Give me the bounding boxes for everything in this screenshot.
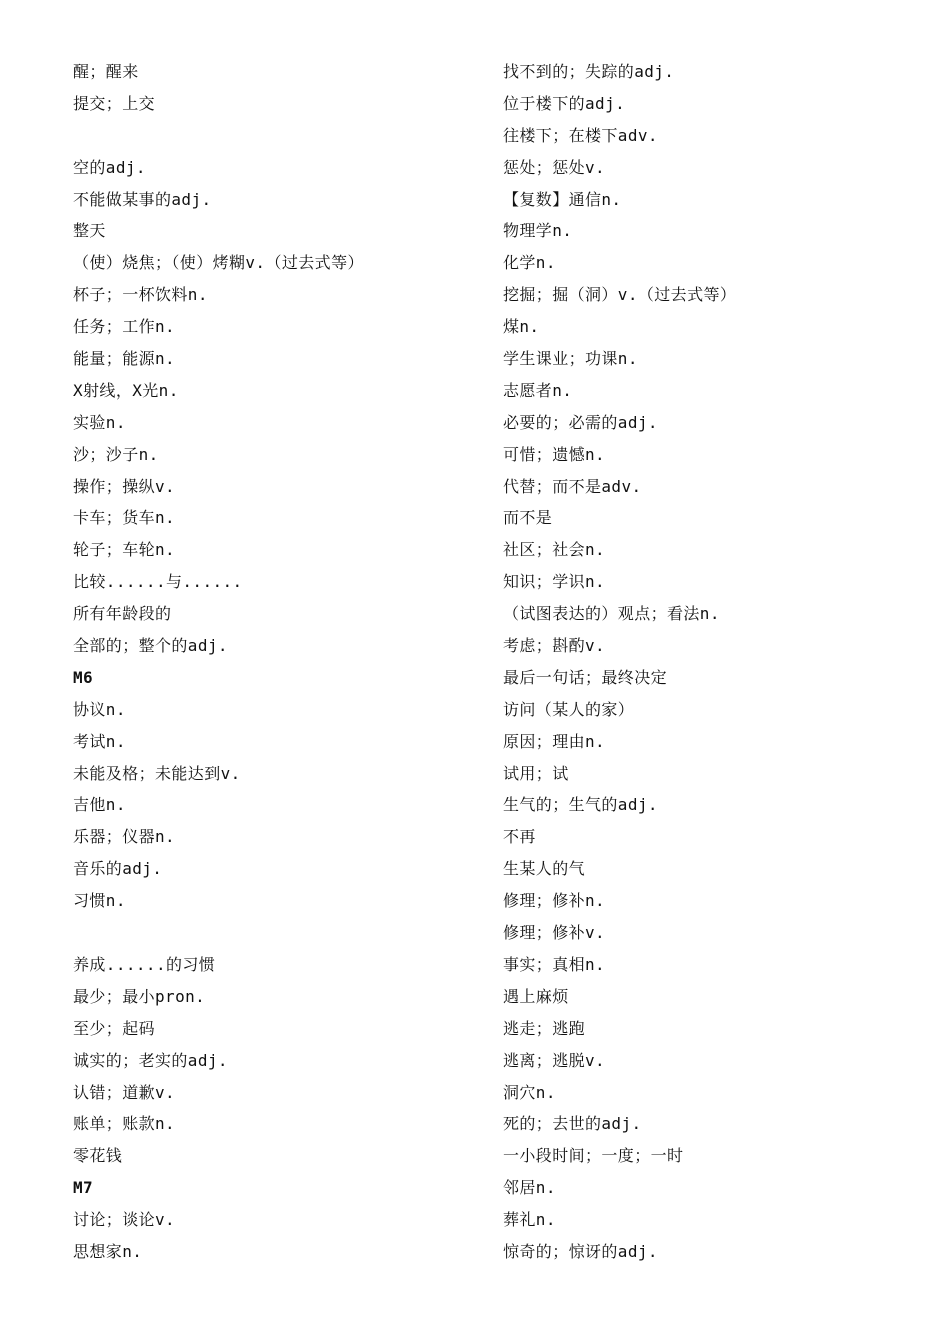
vocabulary-entry: 零花钱 bbox=[73, 1146, 123, 1166]
vocabulary-entry: 不再 bbox=[503, 827, 536, 847]
vocabulary-entry: 修理；修补n. bbox=[503, 891, 606, 911]
vocabulary-entry: 而不是 bbox=[503, 508, 553, 528]
vocabulary-entry: 诚实的；老实的adj. bbox=[73, 1050, 228, 1070]
vocabulary-entry: 往楼下；在楼下adv. bbox=[503, 125, 658, 145]
vocabulary-entry: 逃走；逃跑 bbox=[503, 1018, 586, 1038]
vocabulary-entry: 提交；上交 bbox=[73, 93, 156, 113]
vocabulary-entry: 遇上麻烦 bbox=[503, 986, 569, 1006]
vocabulary-entry: 死的；去世的adj. bbox=[503, 1114, 642, 1134]
vocabulary-entry: （使）烧焦；（使）烤糊v.（过去式等） bbox=[73, 253, 364, 273]
vocabulary-entry: 必要的；必需的adj. bbox=[503, 412, 658, 432]
vocabulary-entry: 生气的；生气的adj. bbox=[503, 795, 658, 815]
vocabulary-entry: 煤n. bbox=[503, 317, 540, 337]
vocabulary-entry: 能量；能源n. bbox=[73, 349, 176, 369]
vocabulary-entry: 醒；醒来 bbox=[73, 62, 139, 81]
vocabulary-entry: 修理；修补v. bbox=[503, 923, 606, 943]
vocabulary-entry: 不能做某事的adj. bbox=[73, 189, 212, 209]
vocabulary-entry: 惊奇的；惊讶的adj. bbox=[503, 1241, 658, 1261]
vocabulary-entry: 养成......的习惯 bbox=[73, 954, 216, 974]
vocabulary-entry: 考试n. bbox=[73, 731, 126, 751]
vocabulary-entry: 账单；账款n. bbox=[73, 1114, 176, 1134]
vocabulary-entry: 代替；而不是adv. bbox=[503, 476, 642, 496]
vocabulary-entry: 知识；学识n. bbox=[503, 572, 606, 592]
vocabulary-entry: 协议n. bbox=[73, 699, 126, 719]
vocabulary-entry: 洞穴n. bbox=[503, 1082, 556, 1102]
right-vocabulary-column bbox=[503, 56, 923, 1268]
vocabulary-entry: 音乐的adj. bbox=[73, 859, 163, 879]
vocabulary-entry: 卡车；货车n. bbox=[73, 508, 176, 528]
vocabulary-entry: 轮子；车轮n. bbox=[73, 540, 176, 560]
vocabulary-entry: 杯子；一杯饮料n. bbox=[73, 285, 208, 305]
left-vocabulary-column bbox=[73, 56, 473, 1268]
vocabulary-entry: 惩处；惩处v. bbox=[503, 157, 606, 177]
vocabulary-entry: 比较......与...... bbox=[73, 572, 243, 592]
module-heading: M6 bbox=[73, 667, 94, 687]
vocabulary-entry: 所有年龄段的 bbox=[73, 604, 172, 624]
blank-line bbox=[73, 917, 473, 949]
vocabulary-entry: 空的adj. bbox=[73, 157, 146, 177]
vocabulary-entry: 可惜；遗憾n. bbox=[503, 444, 606, 464]
vocabulary-entry: 访问（某人的家） bbox=[503, 699, 635, 719]
vocabulary-entry: 至少；起码 bbox=[73, 1018, 156, 1038]
vocabulary-entry: 吉他n. bbox=[73, 795, 126, 815]
vocabulary-entry: 葬礼n. bbox=[503, 1210, 556, 1230]
vocabulary-entry: 学生课业；功课n. bbox=[503, 349, 638, 369]
vocabulary-entry: 认错；道歉v. bbox=[73, 1082, 176, 1102]
vocabulary-entry: 【复数】通信n. bbox=[503, 189, 622, 209]
vocabulary-entry: 物理学n. bbox=[503, 221, 573, 241]
vocabulary-entry: 考虑；斟酌v. bbox=[503, 636, 606, 656]
module-heading: M7 bbox=[73, 1178, 94, 1198]
vocabulary-entry: 讨论；谈论v. bbox=[73, 1210, 176, 1230]
vocabulary-entry: 最后一句话；最终决定 bbox=[503, 667, 668, 687]
vocabulary-entry: 乐器；仪器n. bbox=[73, 827, 176, 847]
vocabulary-entry: 任务；工作n. bbox=[73, 317, 176, 337]
vocabulary-entry: 最少；最小pron. bbox=[73, 986, 206, 1006]
vocabulary-entry: 找不到的；失踪的adj. bbox=[503, 62, 675, 81]
vocabulary-entry: 化学n. bbox=[503, 253, 556, 273]
vocabulary-entry: 位于楼下的adj. bbox=[503, 93, 626, 113]
vocabulary-entry: 挖掘；掘（洞）v.（过去式等） bbox=[503, 285, 737, 305]
vocabulary-entry: 试用；试 bbox=[503, 763, 569, 783]
vocabulary-entry: 整天 bbox=[73, 221, 106, 241]
vocabulary-entry: 志愿者n. bbox=[503, 380, 573, 400]
vocabulary-entry: 沙；沙子n. bbox=[73, 444, 159, 464]
vocabulary-entry: 一小段时间；一度；一时 bbox=[503, 1146, 684, 1166]
blank-line bbox=[73, 120, 473, 152]
vocabulary-entry: 思想家n. bbox=[73, 1241, 143, 1261]
vocabulary-entry: （试图表达的）观点；看法n. bbox=[503, 604, 720, 624]
vocabulary-entry: 全部的；整个的adj. bbox=[73, 636, 228, 656]
vocabulary-entry: 邻居n. bbox=[503, 1178, 556, 1198]
vocabulary-entry: 逃离；逃脱v. bbox=[503, 1050, 606, 1070]
vocabulary-entry: 操作；操纵v. bbox=[73, 476, 176, 496]
vocabulary-entry: 社区；社会n. bbox=[503, 540, 606, 560]
vocabulary-entry: 未能及格；未能达到v. bbox=[73, 763, 241, 783]
vocabulary-entry: 事实；真相n. bbox=[503, 954, 606, 974]
vocabulary-entry: X射线，X光n. bbox=[73, 380, 179, 400]
vocabulary-entry: 实验n. bbox=[73, 412, 126, 432]
vocabulary-entry: 生某人的气 bbox=[503, 859, 586, 879]
vocabulary-entry: 原因；理由n. bbox=[503, 731, 606, 751]
vocabulary-entry: 习惯n. bbox=[73, 891, 126, 911]
